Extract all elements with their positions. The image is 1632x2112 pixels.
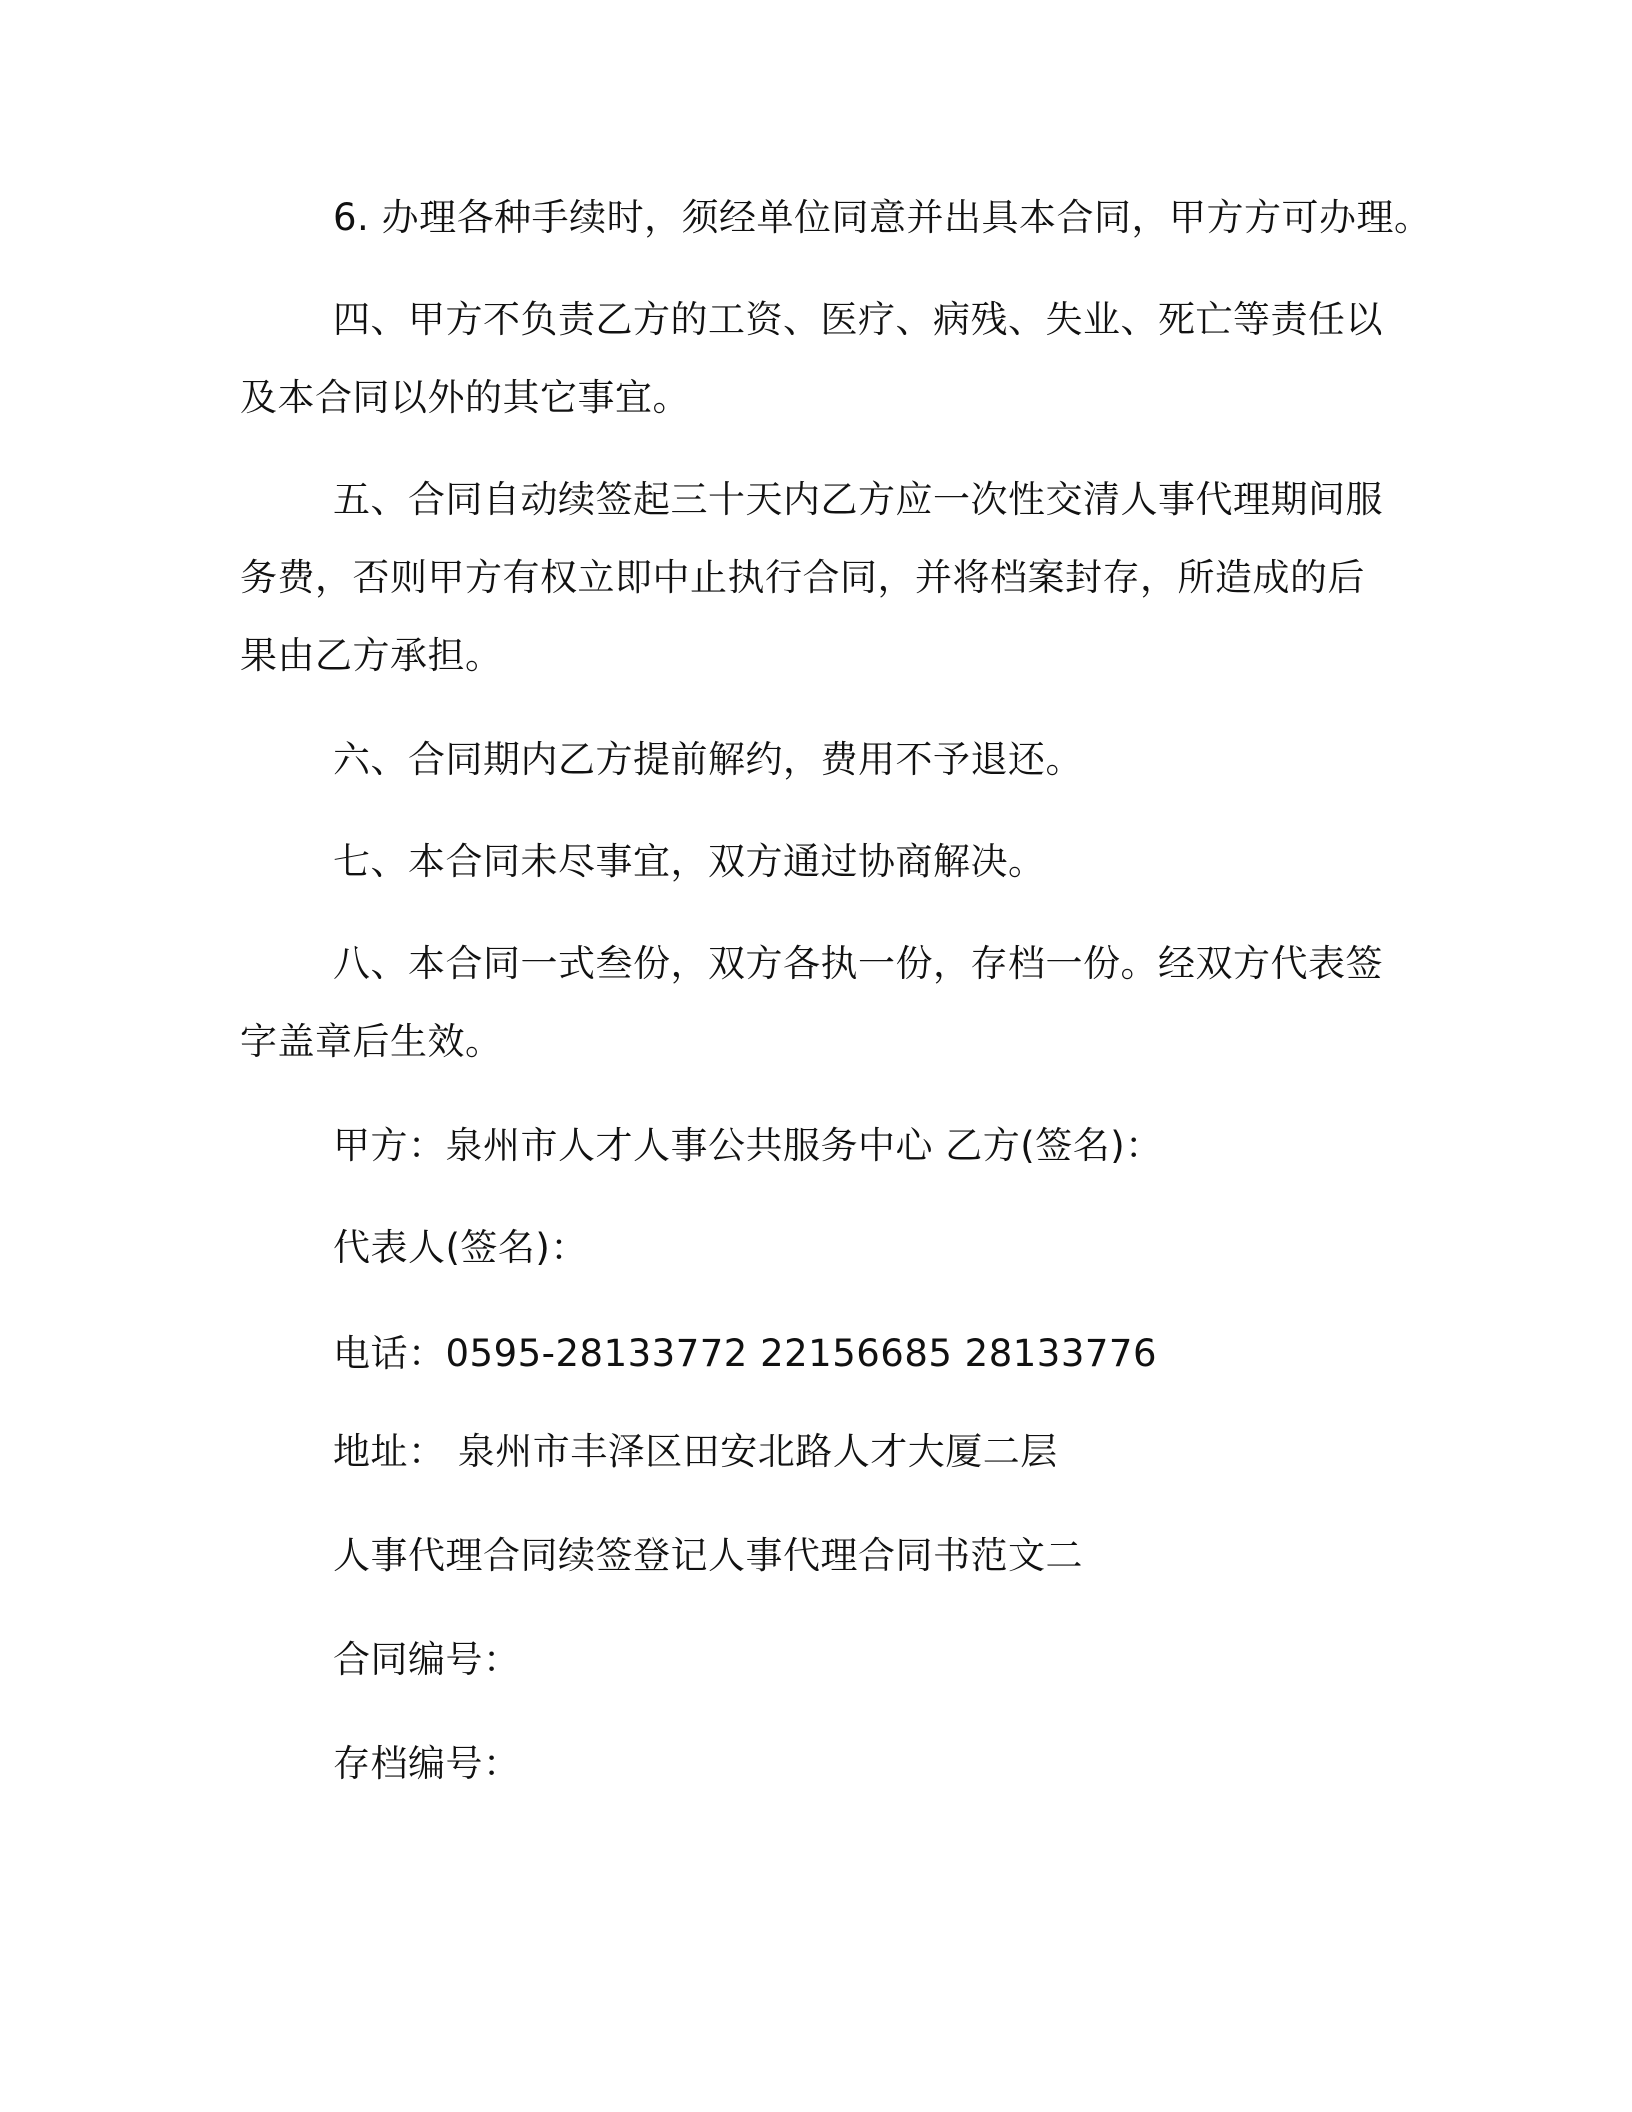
clause-5-line-3: 果由乙方承担。: [240, 634, 503, 677]
item-6-line-1: 6. 办理各种手续时，须经单位同意并出具本合同，甲方方可办理。: [333, 196, 1432, 239]
clause-4-line-2: 及本合同以外的其它事宜。: [240, 376, 690, 419]
clause-4-line-1: 四、甲方不负责乙方的工资、医疗、病残、失业、死亡等责任以: [333, 298, 1383, 341]
party-a-line: 甲方：泉州市人才人事公共服务中心 乙方(签名)：: [333, 1124, 1163, 1167]
phone-line: 电话：0595-28133772 22156685 28133776: [333, 1332, 1158, 1375]
clause-8-line-2: 字盖章后生效。: [240, 1020, 503, 1063]
address-line: 地址： 泉州市丰泽区田安北路人才大厦二层: [333, 1430, 1058, 1473]
clause-8-line-1: 八、本合同一式叁份，双方各执一份，存档一份。经双方代表签: [333, 942, 1383, 985]
section-title: 人事代理合同续签登记人事代理合同书范文二: [333, 1534, 1083, 1577]
clause-5-line-1: 五、合同自动续签起三十天内乙方应一次性交清人事代理期间服: [333, 478, 1383, 521]
clause-5-line-2: 务费，否则甲方有权立即中止执行合同，并将档案封存，所造成的后: [240, 556, 1365, 599]
clause-6-line-1: 六、合同期内乙方提前解约，费用不予退还。: [333, 738, 1083, 781]
archive-number-label: 存档编号：: [333, 1742, 521, 1785]
clause-7-line-1: 七、本合同未尽事宜，双方通过协商解决。: [333, 840, 1046, 883]
contract-number-label: 合同编号：: [333, 1638, 521, 1681]
representative-line: 代表人(签名)：: [333, 1226, 588, 1269]
